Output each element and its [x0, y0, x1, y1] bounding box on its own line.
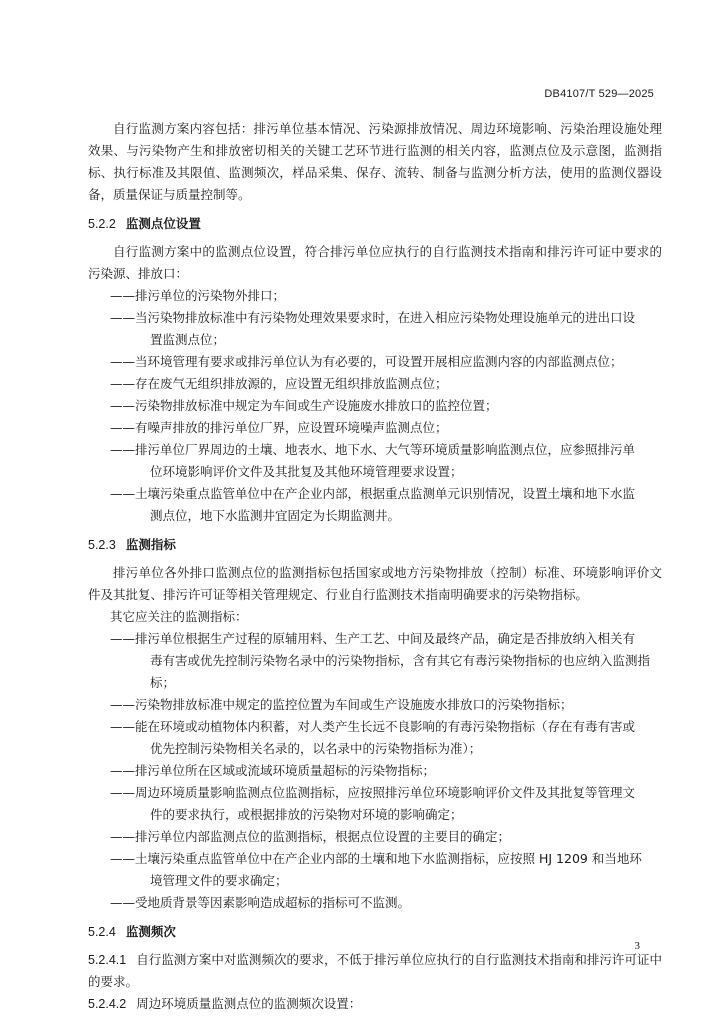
- list-item: ——排污单位厂界周边的土壤、地表水、地下水、大气等环境质量影响监测点位，应参照排污单: [110, 442, 636, 457]
- subsection-number: 5.2.4.1: [88, 953, 127, 967]
- list-item: ——排污单位内部监测点位的监测指标，根据点位设置的主要目的确定；: [110, 829, 511, 844]
- page-number: 3: [634, 940, 640, 952]
- section-number: 5.2.2: [88, 217, 116, 231]
- list-item: ——污染物排放标准中规定为车间或生产设施废水排放口的监控位置；: [110, 398, 498, 413]
- section-title: 监测频次: [125, 924, 176, 939]
- list-item-continuation: 位环境影响评价文件及其批复及其他环境管理要求设置；: [150, 464, 463, 479]
- list-item-continuation: 测点位，地下水监测井宜固定为长期监测井。: [150, 508, 401, 523]
- subsection-5-2-4-1: [88, 949, 662, 993]
- section-intro: 排污单位各外排口监测点位的监测指标包括国家或地方污染物排放（控制）标准、环境影响评价文件及其批复、排污许可证等相关管理规定、行业自行监测技术指南明确要求的污染物指标。: [88, 565, 662, 602]
- list-item: ——存在废气无组织排放源的，应设置无组织排放监测点位；: [110, 376, 448, 391]
- list-item: ——有噪声排放的排污单位厂界，应设置环境噪声监测点位；: [110, 420, 448, 435]
- list-item: ——受地质背景等因素影响造成超标的指标可不监测。: [110, 895, 411, 910]
- list-item-continuation: 件的要求执行，或根据排放的污染物对环境的影响确定；: [150, 807, 463, 822]
- subsection-5-2-4-2: [88, 993, 662, 1015]
- section-title: 监测点位设置: [125, 216, 201, 231]
- list-item: ——土壤污染重点监管单位中在产企业内部的土壤和地下水监测指标，应按照 HJ 1209 和当地环: [110, 851, 642, 866]
- other-indicators-label: 其它应关注的监测指标：: [110, 609, 248, 624]
- section-heading-5-2-4: [88, 921, 662, 943]
- section-number: 5.2.4: [88, 925, 116, 939]
- list-item-continuation: 优先控制污染物相关名录的，以名录中的污染物指标为准）；: [150, 741, 482, 756]
- section-title: 监测指标: [125, 537, 176, 552]
- list-item-continuation: 标；: [150, 675, 176, 690]
- list-item: ——周边环境质量影响监测点位监测指标，应按照排污单位环境影响评价文件及其批复等管理文: [110, 785, 636, 800]
- list-item: ——排污单位的污染物外排口；: [110, 288, 286, 303]
- list-item: ——排污单位根据生产过程的原辅用料、生产工艺、中间及最终产品，确定是否排放纳入相关有: [110, 631, 636, 646]
- subsection-text: 自行监测方案中对监测频次的要求，不低于排污单位应执行的自行监测技术指南和排污许可证中的要求。: [88, 952, 662, 989]
- list-item-continuation: 置监测点位；: [150, 332, 226, 347]
- list-item: ——排污单位所在区域或流域环境质量超标的污染物指标；: [110, 763, 436, 778]
- list-item: ——能在环境或动植物体内积蓄，对人类产生长远不良影响的有毒污染物指标（存在有毒有害或: [110, 719, 636, 734]
- section-heading-5-2-2: [88, 213, 662, 235]
- list-item: ——土壤污染重点监管单位中在产企业内部，根据重点监测单元识别情况，设置土壤和地下水监: [110, 486, 636, 501]
- list-item: ——污染物排放标准中规定的监控位置为车间或生产设施废水排放口的污染物指标；: [110, 697, 573, 712]
- document-body: [88, 118, 662, 1015]
- section-number: 5.2.3: [88, 538, 116, 552]
- list-item: ——当环境管理有要求或排污单位认为有必要的，可设置开展相应监测内容的内部监测点位；: [110, 354, 623, 369]
- list-item-continuation: 境管理文件的要求确定；: [150, 873, 288, 888]
- list-item: ——当污染物排放标准中有污染物处理效果要求时，在进入相应污染物处理设施单元的进出口设: [110, 310, 636, 325]
- subsection-number: 5.2.4.2: [88, 997, 127, 1011]
- doc-code: DB4107/T 529—2025: [544, 88, 654, 100]
- subsection-text: 周边环境质量监测点位的监测频次设置：: [136, 996, 362, 1011]
- section-heading-5-2-3: [88, 534, 662, 556]
- intro-paragraph: 自行监测方案内容包括：排污单位基本情况、污染源排放情况、周边环境影响、污染治理设施处理效果、与污染物产生和排放密切相关的关键工艺环节进行监测的相关内容，监测点位及示意图，监测指标、执行标准及其限值、监测频次，样品采集、保存、流转、制备与监测分析方法，使用的监测仪器设备，质量保证与质量控制等。: [88, 121, 662, 202]
- section-intro: 自行监测方案中的监测点位设置，符合排污单位应执行的自行监测技术指南和排污许可证中要求的污染源、排放口：: [88, 244, 662, 281]
- list-item-continuation: 毒有害或优先控制污染物名录中的污染物指标，含有其它有毒污染物指标的也应纳入监测指: [150, 653, 651, 668]
